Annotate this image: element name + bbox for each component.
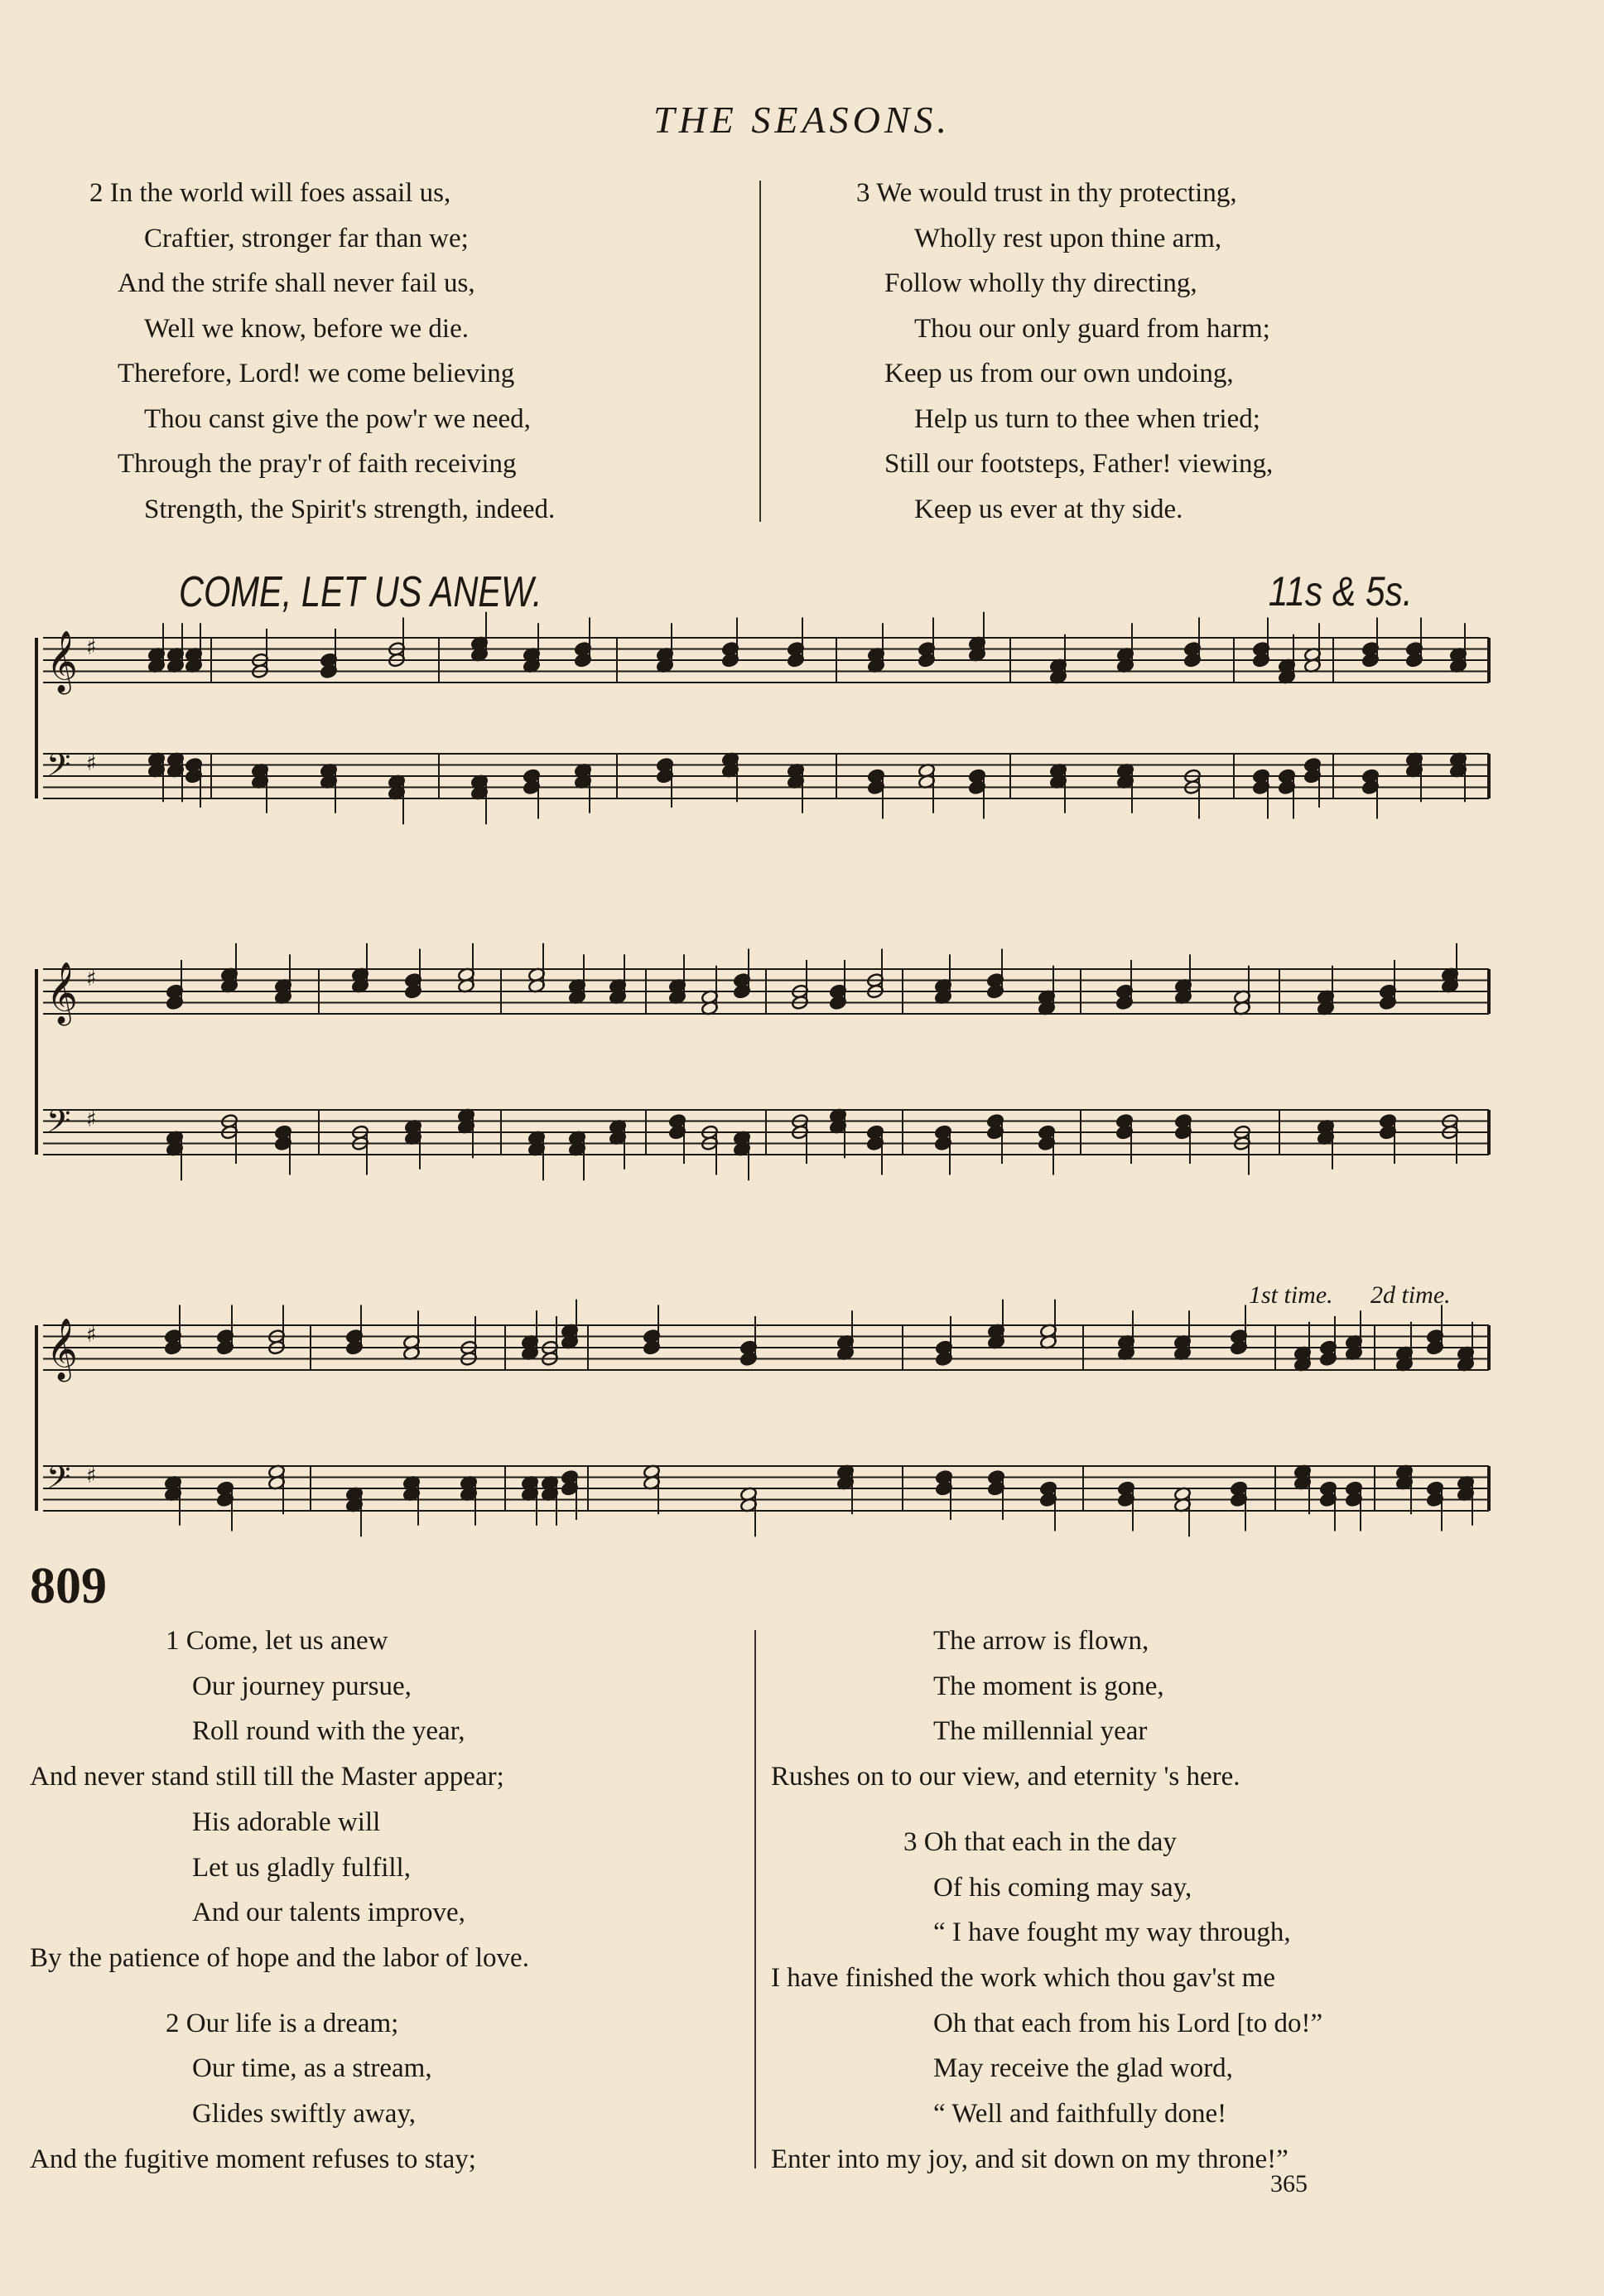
hymn-number: 809	[30, 1558, 107, 1614]
hymn-line: 1 Come, let us anew	[166, 1626, 388, 1656]
page-number: 365	[1270, 2170, 1308, 2197]
music-system-2	[0, 953, 1604, 1226]
music-system-1	[0, 621, 1604, 861]
verse-line: Still our footsteps, Father! viewing,	[884, 449, 1274, 479]
hymn-line: I have finished the work which thou gav'st me	[771, 1962, 1275, 1993]
treble-clef: 𝄞	[46, 631, 78, 692]
hymn-line: His adorable will	[192, 1806, 381, 1837]
music-system-3	[0, 1309, 1604, 1557]
hymn-line: May receive the glad word,	[933, 2053, 1233, 2084]
tune-meter: 11s & 5s.	[1268, 568, 1413, 615]
hymn-line: By the patience of hope and the labor of love.	[30, 1942, 529, 1973]
verse-line: Thou our only guard from harm;	[914, 313, 1270, 344]
verse-line: Keep us from our own undoing,	[884, 359, 1234, 388]
verse-line: Follow wholly thy directing,	[884, 268, 1197, 298]
hymn-line: Rushes on to our view, and eternity 's here.	[771, 1762, 1240, 1792]
stanza-gap	[30, 1981, 529, 2001]
hymn-line: Roll round with the year,	[192, 1716, 465, 1747]
verse-line: Therefore, Lord! we come believing	[118, 359, 515, 388]
verse-line: Help us turn to thee when tried;	[914, 403, 1260, 434]
hymn-line: “ Well and faithfully done!	[933, 2099, 1227, 2130]
verse-line: Thou canst give the pow'r we need,	[144, 403, 531, 434]
bass-clef: 𝄢	[46, 746, 71, 791]
hymn-line: 3 Oh that each in the day	[903, 1826, 1177, 1857]
hymn-line: Of his coming may say,	[933, 1872, 1192, 1903]
tune-title: COME, LET US ANEW.	[179, 568, 542, 616]
hymn-line: Our journey pursue,	[192, 1671, 412, 1701]
stanza-gap	[771, 1800, 1322, 1820]
verse-line: Wholly rest upon thine arm,	[914, 223, 1222, 253]
treble-clef: 𝄞	[46, 962, 78, 1024]
hymn-line: The millennial year	[933, 1716, 1148, 1747]
first-ending-label: 1st time.	[1249, 1281, 1333, 1309]
hymn-line: “ I have fought my way through,	[933, 1917, 1291, 1948]
hymn-line: Oh that each from his Lord [to do!”	[933, 2008, 1323, 2038]
key-signature-sharp: ♯	[86, 1107, 97, 1132]
key-signature-sharp: ♯	[86, 1323, 97, 1348]
previous-hymn-verse-3	[856, 171, 1273, 532]
verse-line: 3 We would trust in thy protecting,	[856, 178, 1237, 208]
hymn-line: The moment is gone,	[933, 1671, 1164, 1701]
key-signature-sharp: ♯	[86, 967, 97, 991]
key-signature-sharp: ♯	[86, 635, 97, 660]
verse-line: Through the pray'r of faith receiving	[118, 449, 517, 479]
hymn-line: And our talents improve,	[192, 1898, 465, 1928]
hymn-line: Glides swiftly away,	[192, 2099, 417, 2130]
second-ending-label: 2d time.	[1370, 1281, 1451, 1309]
hymn-line: Let us gladly fulfill,	[192, 1852, 411, 1883]
verse-line: Strength, the Spirit's strength, indeed.	[144, 494, 556, 524]
hymn-line: Our time, as a stream,	[192, 2053, 432, 2084]
column-divider	[754, 1630, 756, 2168]
column-divider	[759, 181, 761, 522]
page-header: THE SEASONS.	[653, 99, 951, 141]
key-signature-sharp: ♯	[86, 751, 97, 776]
hymn-text-right-column	[771, 1618, 1322, 2182]
hymn-line: And the fugitive moment refuses to stay;	[30, 2144, 476, 2174]
key-signature-sharp: ♯	[86, 1464, 97, 1488]
verse-line: 2 In the world will foes assail us,	[89, 178, 451, 208]
verse-line: And the strife shall never fail us,	[118, 268, 475, 298]
hymn-line: Enter into my joy, and sit down on my throne!”	[771, 2144, 1288, 2174]
verse-line: Well we know, before we die.	[144, 313, 469, 344]
hymn-line: And never stand still till the Master appear;	[30, 1762, 504, 1792]
hymn-line: 2 Our life is a dream;	[166, 2008, 399, 2038]
hymn-text-left-column	[30, 1618, 529, 2182]
verse-line: Keep us ever at thy side.	[914, 494, 1183, 524]
hymn-line: The arrow is flown,	[933, 1626, 1149, 1656]
bass-clef: 𝄢	[46, 1459, 71, 1503]
verse-line: Craftier, stronger far than we;	[144, 223, 469, 253]
bass-clef: 𝄢	[46, 1102, 71, 1147]
treble-clef: 𝄞	[46, 1319, 78, 1380]
previous-hymn-verse-2	[89, 171, 555, 532]
